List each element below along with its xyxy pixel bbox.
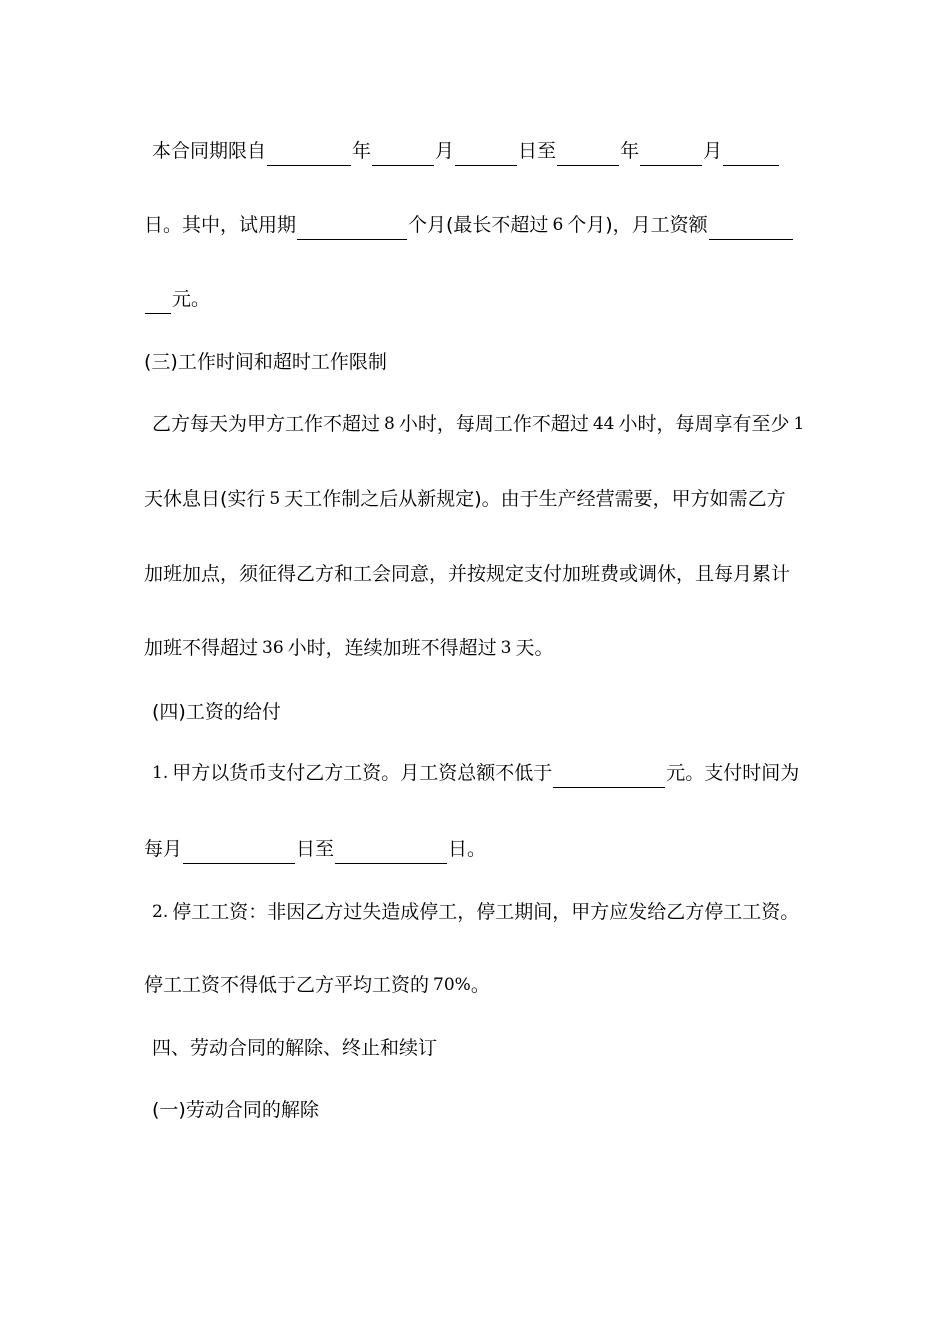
text-segment: 每月 — [144, 838, 183, 860]
number: 44 — [592, 414, 615, 434]
text-segment: 日至 — [296, 838, 335, 860]
section-heading — [152, 1033, 437, 1063]
blank-monthly-wage-cont[interactable] — [145, 291, 171, 314]
text-segment: 个月(最长不超过 — [408, 214, 549, 236]
text-segment: 。 — [470, 974, 490, 996]
text-segment: 小时，每周享有至少 — [618, 413, 790, 435]
number: 1 — [793, 414, 805, 434]
text-segment: 日至 — [518, 140, 557, 162]
number: 6 — [552, 215, 564, 235]
number: 8 — [384, 414, 395, 434]
blank-probation-months[interactable] — [297, 217, 407, 240]
heading-text: 四、劳动合同的解除、终止和续订 — [152, 1037, 438, 1059]
blank-monthly-wage[interactable] — [709, 217, 793, 240]
text-segment: 日。 — [448, 838, 487, 860]
heading-text: (四)工资的给付 — [152, 701, 281, 723]
text-segment: 加班加点，须征得乙方和工会同意，并按规定支付加班费或调休，且每月累计 — [144, 563, 791, 585]
text-segment: 甲方以货币支付乙方工资。月工资总额不低于 — [172, 762, 553, 784]
text-segment: 月 — [435, 140, 455, 162]
section-heading — [152, 1095, 319, 1125]
paragraph-line — [152, 897, 799, 927]
text-segment: 天休息日(实行 — [144, 488, 266, 510]
number: 5 — [269, 489, 281, 509]
text-segment: 小时，每周工作不超过 — [398, 413, 589, 435]
paragraph-line — [144, 484, 786, 514]
text-segment: 本合同期限自 — [152, 140, 267, 162]
blank-end-month[interactable] — [640, 143, 702, 166]
section-heading — [144, 347, 387, 377]
heading-text: (一)劳动合同的解除 — [152, 1099, 319, 1121]
text-segment: 元。支付时间为 — [666, 762, 800, 784]
paragraph-line — [152, 758, 799, 788]
text-segment: 天工作制之后从新规定)。由于生产经营需要，甲方如需乙方 — [284, 488, 786, 510]
text-segment: 小时，连续加班不得超过 — [287, 637, 497, 659]
blank-start-day[interactable] — [455, 143, 517, 166]
probation-line — [144, 210, 794, 240]
blank-pay-end-day[interactable] — [335, 841, 447, 864]
text-segment: 月 — [703, 140, 723, 162]
blank-start-month[interactable] — [372, 143, 434, 166]
text-segment: 年 — [352, 140, 372, 162]
paragraph-line — [144, 970, 490, 1000]
text-segment: 元。 — [172, 288, 211, 310]
text-segment: 天。 — [515, 637, 554, 659]
item-number: 1. — [152, 763, 169, 783]
heading-text: (三)工作时间和超时工作限制 — [144, 351, 387, 373]
section-heading — [152, 697, 281, 727]
text-segment: 加班不得超过 — [144, 637, 259, 659]
item-number: 2. — [152, 902, 169, 922]
text-segment: 停工工资不得低于乙方平均工资的 — [144, 974, 430, 996]
blank-start-year[interactable] — [267, 143, 351, 166]
blank-end-year[interactable] — [557, 143, 619, 166]
contract-term-line — [152, 136, 780, 166]
text-segment: 停工工资：非因乙方过失造成停工，停工期间，甲方应发给乙方停工工资。 — [172, 901, 800, 923]
paragraph-line — [152, 409, 808, 439]
paragraph-line — [144, 633, 554, 663]
paragraph-line — [144, 834, 486, 864]
number: 36 — [262, 638, 284, 658]
number: 3 — [500, 638, 512, 658]
text-segment: 个月)，月工资额 — [567, 214, 708, 236]
blank-min-wage[interactable] — [553, 765, 665, 788]
blank-pay-start-day[interactable] — [183, 841, 295, 864]
wage-unit-line — [144, 284, 210, 314]
blank-end-day[interactable] — [723, 143, 779, 166]
number: 70% — [433, 975, 471, 995]
text-segment: 乙方每天为甲方工作不超过 — [152, 413, 381, 435]
paragraph-line — [144, 559, 790, 589]
text-segment: 日。其中，试用期 — [144, 214, 297, 236]
text-segment: 年 — [620, 140, 640, 162]
